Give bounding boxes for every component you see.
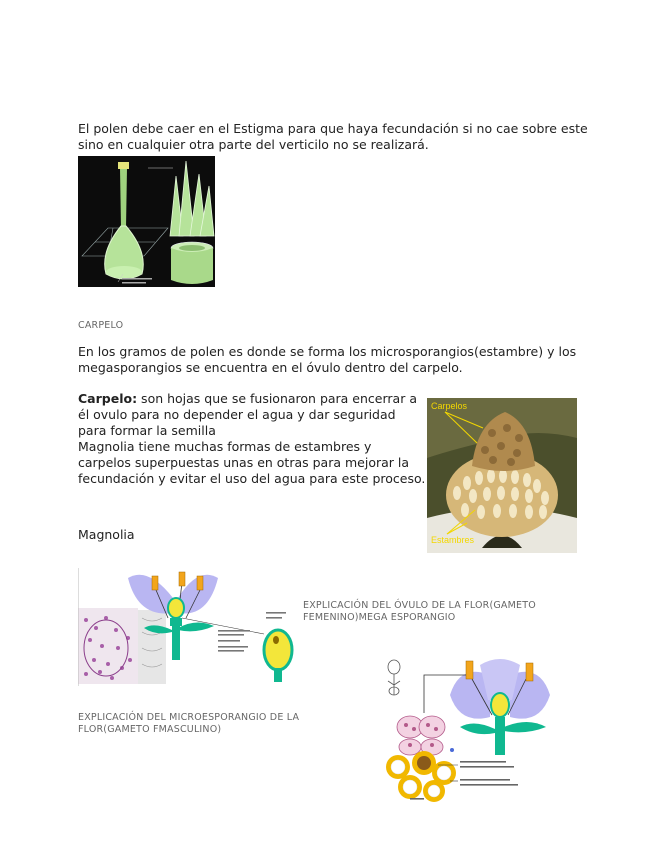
paragraph-polen-line1: El polen debe caer en el Estigma para que haya fecundación si no cae sobre este	[78, 121, 588, 136]
paragraph-polen-sporangia-line2: megasporangios se encuentra en el óvulo dentro del carpelo.	[78, 360, 463, 375]
heading-carpelo: CARPELO	[78, 320, 124, 331]
paragraph-carpelo-line2: él ovulo para no depender el agua y dar seguridad	[78, 407, 396, 422]
ovule-diagram	[78, 568, 302, 686]
carpelo-definition: son hojas que se fusionaron para encerrar a	[137, 391, 417, 406]
paragraph-polen-line2: sino en cualquier otra parte del verticilo no se realizará.	[78, 137, 429, 152]
paragraph-carpelo-line3: para formar la semilla	[78, 423, 216, 438]
caption-micro-line2: FLOR(GAMETO FMASCULINO)	[78, 724, 222, 735]
caption-micro-line1: EXPLICACIÓN DEL MICROESPORANGIO DE LA	[78, 712, 300, 723]
paragraph-carpelo-line6: fecundación y evitar el uso del agua para este proceso.	[78, 471, 426, 486]
caption-ovulo-line1: EXPLICACIÓN DEL ÓVULO DE LA FLOR(GAMETO	[303, 600, 536, 611]
microsporangium-diagram	[380, 655, 580, 803]
carpelo-term: Carpelo:	[78, 391, 138, 406]
magnolia-photo	[427, 398, 577, 553]
pistil-figure	[78, 156, 215, 287]
label-estambres: Estambres	[431, 535, 475, 545]
heading-magnolia: Magnolia	[78, 527, 135, 542]
label-carpelos: Carpelos	[431, 401, 468, 411]
paragraph-carpelo-line4: Magnolia tiene muchas formas de estambres y	[78, 439, 372, 454]
paragraph-carpelo-line1	[78, 391, 417, 407]
paragraph-carpelo-line5: carpelos superpuestas unas en otras para mejorar la	[78, 455, 410, 470]
paragraph-polen-sporangia-line1: En los gramos de polen es donde se forma los microsporangios(estambre) y los	[78, 344, 577, 359]
caption-ovulo-line2: FEMENINO)MEGA ESPORANGIO	[303, 612, 456, 623]
